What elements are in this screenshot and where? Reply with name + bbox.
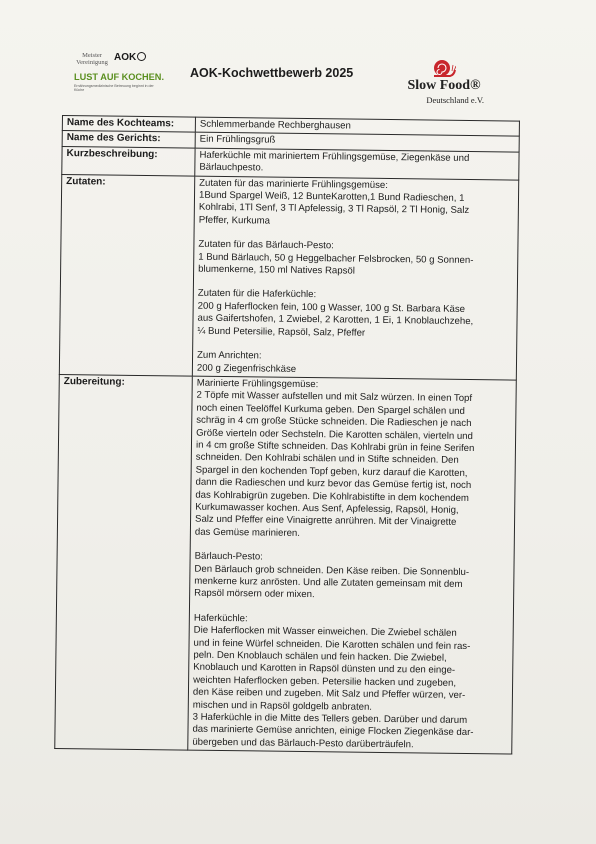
logo-subline: Ernährungsmedizinische Betreuung beginnt in der Küche	[74, 84, 154, 92]
aok-logo: AOK	[114, 52, 146, 63]
recipe-form	[54, 115, 520, 755]
meister-aok-logo	[74, 50, 164, 96]
slow-food-subline: Deutschland e.V.	[426, 95, 484, 105]
field-paragraph: Zutaten für das Bärlauch-Pesto: 1 Bund Bärlauch, 50 g Heggelbacher Felsbrocken, 50 g Sonnen- blumenkerne, 150 ml Natives Rapsöl	[198, 238, 474, 277]
field-paragraph: Bärlauch-Pesto: Den Bärlauch grob schneiden. Den Käse reiben. Die Sonnenblu- menkerne kurz anrösten. Und alle Zutaten gemeinsam mit dem Rapsöl mörsern oder mixen.	[194, 550, 470, 601]
field-value	[195, 148, 519, 180]
recipe-table	[54, 115, 520, 755]
field-value	[192, 176, 518, 380]
field-paragraph: Zutaten für das marinierte Frühlingsgemüse: 1Bund Spargel Weiß, 12 BunteKarotten,1 Bund Radieschen, 1 Kohlrabi, 1Tl Senf, 3 Tl Apfelessig, 3 Tl Rapsöl, 2 Tl Honig, Salz Pfeffer, Kurkuma	[198, 177, 470, 227]
slow-food-wordmark: Slow Food®	[407, 78, 481, 93]
table-row	[59, 174, 518, 380]
snail-icon	[430, 58, 456, 80]
field-label: Zutaten:	[59, 174, 194, 376]
field-paragraph: Marinierte Frühlingsgemüse: 2 Töpfe mit Wasser aufstellen und mit Salz würzen. In einen Topf noch einen Teelöffel Kurkuma geben. Den Spargel schälen und schräg in 4 cm große Stücke schneiden. Die Radieschen je nach Größe vierteln oder Sechsteln. Die Karotten schälen, vierteln und in 4 cm große Stifte schneiden. Das Kohlrabi grün in feine Serifen schneiden. Den Kohlrabi schälen und in Stifte schneiden. Den Spargel in den kochenden Topf geben, kurz darauf die Karotten, dann die Radieschen und kurz bevor das Gemüse fertig ist, noch das Kohlrabigrün zugeben. Die Kohlrabistifte in dem kochendem Kurkumawasser kochen. Aus Senf, Apfelessig, Rapsöl, Honig, Salz und Pfeffer eine Vinaigrette anrühren. Mit der Vinaigrette das Gemüse marinieren.	[194, 377, 475, 539]
field-paragraph: Haferküchle: Die Haferflocken mit Wasser einweichen. Die Zwiebel schälen und in feine Würfel schneiden. Die Karotten schälen und fein ras- peln. Den Knoblauch schälen und fein hacken. Die Zwiebel, Knoblauch und Karotten in Rapsöl dünsten und zu den einge- weichten Haferflocken geben. Petersilie hacken und zugeben, den Käse reiben und zugeben. Mit Salz und Pfeffer würzen, ver- mischen und in Rapsöl goldgelb anbraten. 3 Haferküchle in die Mitte des Tellers geben. Darüber und darum das marinierte Gemüse anrichten, einige Flocken Ziegenkäse dar- übergeben und das Bärlauch-Pesto darüberträufeln.	[192, 612, 474, 751]
field-label: Name des Kochteams:	[62, 116, 195, 133]
meister-vereinigung-logo: Meister Vereinigung	[76, 52, 108, 66]
field-paragraph: Haferküchle mit mariniertem Frühlingsgemüse, Ziegenkäse und Bärlauchpesto.	[199, 149, 470, 174]
table-row	[55, 374, 517, 754]
field-paragraph: Zutaten für die Haferküchle: 200 g Haferflocken fein, 100 g Wasser, 100 g St. Barbara Käse aus Gaifertshofen, 1 Zwiebel, 2 Karotten, 1 Ei, 1 Knoblauchzehe, ¼ Bund Petersilie, Rapsöl, Salz, Pfeffer	[197, 288, 474, 339]
field-value	[188, 376, 517, 754]
field-paragraph: Zum Anrichten: 200 g Ziegenfrischkäse	[196, 349, 297, 375]
field-label: Kurzbeschreibung:	[62, 146, 195, 175]
aok-tree-icon	[137, 52, 146, 61]
field-label: Zubereitung:	[55, 374, 193, 750]
page-title: AOK-Kochwettbewerb 2025	[190, 66, 354, 80]
field-label: Name des Gerichts:	[62, 131, 195, 148]
lust-auf-kochen-logo: LUST AUF KOCHEN.	[74, 72, 164, 82]
slow-food-logo	[404, 58, 484, 108]
field-paragraph: Schlemmerbande Rechberghausen	[199, 118, 351, 132]
field-paragraph: Ein Frühlingsgruß	[199, 134, 276, 147]
